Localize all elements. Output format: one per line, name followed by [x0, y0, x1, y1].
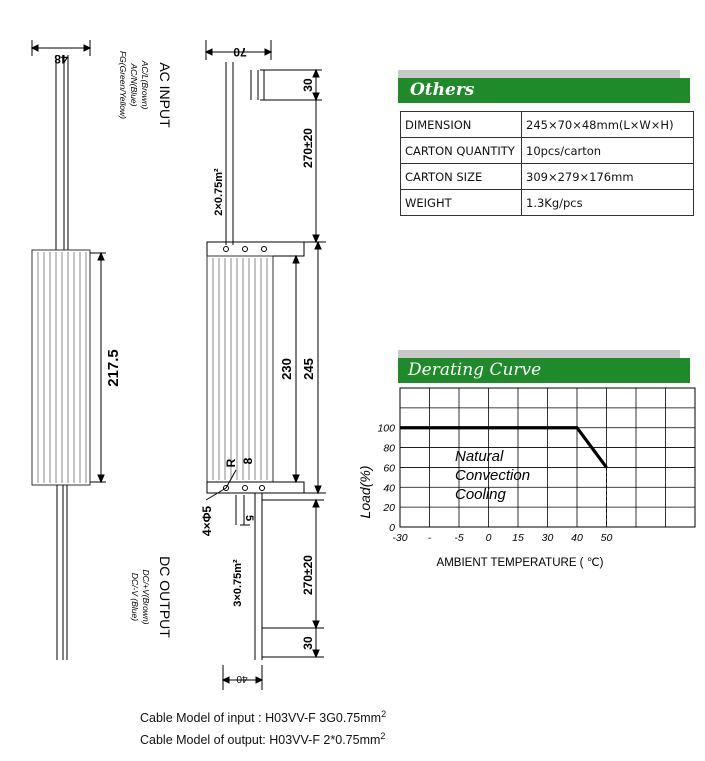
chart-grid-lines [400, 388, 695, 527]
spec-label: CARTON SIZE [401, 164, 522, 190]
x-tick-label: -5 [454, 532, 464, 544]
spec-label: CARTON QUANTITY [401, 138, 522, 164]
table-row [401, 164, 694, 190]
side-length-dim: 217.5 [105, 349, 122, 387]
derating-title: Derating Curve [408, 360, 542, 380]
x-tick-label: 30 [541, 532, 554, 544]
cable-input-model [140, 709, 386, 725]
total-dim: 245 [301, 358, 316, 380]
annotation-line: Cooling [455, 486, 506, 503]
table-row [401, 190, 694, 216]
cable-output-text: Cable Model of output: H03VV-F 2*0.75mm [140, 733, 381, 748]
spec-value: 10pcs/carton [522, 138, 694, 164]
y-tick-label: 80 [383, 442, 395, 455]
spec-label: WEIGHT [401, 190, 522, 216]
spec-value: 245×70×48mm(L×W×H) [522, 112, 694, 138]
x-tick-label: - [427, 532, 432, 544]
top-cable-dim: 30 [301, 78, 315, 92]
table-row [401, 112, 694, 138]
derating-band [398, 358, 690, 383]
eight-label: 8 [241, 457, 255, 465]
chart-xlabel: AMBIENT TEMPERATURE ( ℃) [436, 557, 604, 569]
bottom-width-dim: 40 [236, 673, 248, 684]
dc-output-line: DC/-V (Blue) [130, 572, 140, 622]
output-cable-spec: 3×0.75m² [232, 559, 244, 607]
dimension-drawing [0, 0, 360, 700]
five-label: 5 [243, 514, 255, 522]
output-lead-dim: 270±20 [301, 555, 315, 595]
cable-input-text: Cable Model of input : H03VV-F 3G0.75mm [140, 711, 382, 726]
side-width-dim: 48 [54, 52, 68, 66]
ac-input-line: AC/L(Brown) [140, 60, 150, 110]
ac-input-line: AC/N(Blue) [129, 63, 139, 107]
ac-input-line: FG(Green/Yellow) [118, 50, 128, 120]
x-tick-label: 50 [600, 532, 613, 544]
input-lead-dim: 270±20 [301, 128, 315, 168]
cable-input-sup: 2 [381, 709, 387, 719]
chart-ylabel: Load(%) [357, 465, 373, 519]
dc-output-title: DC OUTPUT [157, 556, 173, 638]
others-table [400, 111, 694, 216]
holes-label: 4×Φ5 [200, 505, 214, 537]
y-tick-label: 40 [383, 482, 395, 495]
dc-output-line: DC/+V(Brown) [141, 569, 151, 625]
derating-chart [350, 385, 705, 585]
y-tick-label: 100 [377, 422, 395, 435]
bottom-cable-dim: 30 [301, 636, 315, 650]
cable-output-sup: 2 [380, 731, 386, 741]
others-title: Others [410, 80, 475, 100]
annotation-line: Convection [455, 467, 531, 484]
annotation-line: Natural [455, 448, 504, 465]
y-tick-label: 0 [389, 522, 395, 534]
ac-input-title: AC INPUT [157, 62, 173, 128]
cable-output-model [140, 731, 385, 747]
x-tick-label: 40 [571, 532, 583, 544]
side-view [32, 40, 106, 660]
x-tick-label: -30 [392, 532, 408, 544]
y-tick-label: 60 [383, 462, 395, 475]
spec-value: 309×279×176mm [522, 164, 694, 190]
x-tick-label: 0 [485, 532, 492, 544]
y-tick-label: 20 [383, 502, 395, 515]
others-band [398, 78, 690, 103]
x-tick-label: 15 [512, 532, 524, 544]
chart-x-ticks [392, 532, 612, 544]
spec-value: 1.3Kg/pcs [522, 190, 694, 216]
chart-y-ticks [377, 423, 395, 534]
body-dim: 230 [279, 358, 294, 380]
table-row [401, 138, 694, 164]
input-cable-spec: 2×0.75m² [213, 168, 225, 216]
front-width-dim: 70 [233, 45, 247, 59]
spec-label: DIMENSION [401, 112, 522, 138]
radius-label: R [224, 458, 238, 468]
